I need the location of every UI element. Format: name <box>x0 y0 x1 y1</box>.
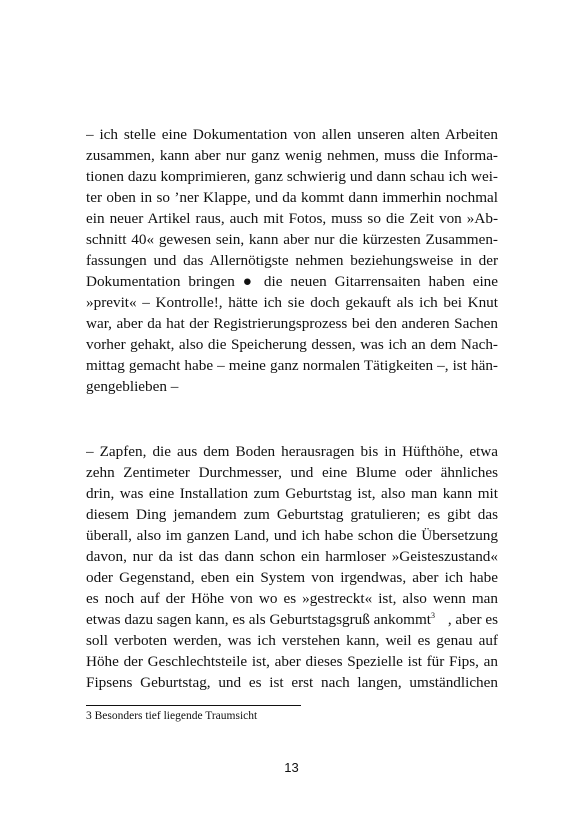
text-line: schnitt 40« gewesen sein, kann aber nur die kürzesten Zusammen- <box>86 231 498 248</box>
text-line: Fipsens Geburtstag, und es ist erst nach langen, umständlichen <box>86 674 498 691</box>
footnote-reference[interactable]: 3 <box>431 610 436 620</box>
text-line: – ich stelle eine Dokumentation von allen unseren alten Arbeiten <box>86 126 498 143</box>
text-line: Dokumentation bringen ● die neuen Gitarrensaiten haben eine <box>86 273 498 290</box>
text-line: gengeblieben – <box>86 378 179 395</box>
text-line: – Zapfen, die aus dem Boden herausragen bis in Hüfthöhe, etwa <box>86 443 498 460</box>
text-line: es noch auf der Höhe von wo es »gestreckt« ist, also wenn man <box>86 590 498 607</box>
text-line: vorher gehakt, also die Speicherung dessen, was ich an dem Nach- <box>86 336 498 353</box>
footnote-separator <box>86 705 301 706</box>
text-line: ter oben in so ’ner Klappe, und da kommt dann immerhin nochmal <box>86 189 498 206</box>
text-line: diesem Ding jemandem zum Geburtstag gratulieren; es gibt das <box>86 506 498 523</box>
text-line: soll verboten werden, was ich verstehen kann, weil es genau auf <box>86 632 498 649</box>
text-line: drin, was eine Installation zum Geburtstag ist, also man kann mit <box>86 485 498 502</box>
text-line: »previt« – Kontrolle!, hätte ich sie doch gekauft als ich bei Knut <box>86 294 498 311</box>
text-line: tionen dazu komprimieren, ganz schwierig und dann schau ich wei- <box>86 168 498 185</box>
text-line: oder Gegenstand, eben ein System von irgendwas, aber ich habe <box>86 569 498 586</box>
paragraph-1 <box>86 124 498 397</box>
text-line: überall, also im ganzen Land, und ich habe schon die Übersetzung <box>86 527 498 544</box>
text-line: war, aber da hat der Registrierungsprozess bei den anderen Sachen <box>86 315 498 332</box>
text-line: Höhe der Geschlechtsteile ist, aber dieses Spezielle ist für Fips, an <box>86 653 498 670</box>
text-fragment: , aber es <box>447 611 498 628</box>
text-line: davon, nur da ist das dann schon ein harmloser »Geisteszustand« <box>86 548 498 565</box>
text-line: fassungen und das Allernötigste nehmen beziehungsweise in der <box>86 252 498 269</box>
text-line: zehn Zentimeter Durchmesser, und eine Blume oder ähnliches <box>86 464 498 481</box>
text-line: zusammen, kann aber nur ganz wenig nehmen, muss die Informa- <box>86 147 498 164</box>
text-fragment: etwas dazu sagen kann, es als Geburtstagsgruß ankommt <box>86 611 432 628</box>
footnote: 3 Besonders tief liegende Traumsicht <box>86 710 258 722</box>
text-line-with-footnote <box>86 609 498 630</box>
page-number: 13 <box>284 760 299 775</box>
text-line: ein neuer Artikel raus, auch mit Fotos, muss so die Zeit von »Ab- <box>86 210 498 227</box>
paragraph-2 <box>86 441 498 693</box>
text-line: mittag gemacht habe – meine ganz normalen Tätigkeiten –, ist hän- <box>86 357 498 374</box>
